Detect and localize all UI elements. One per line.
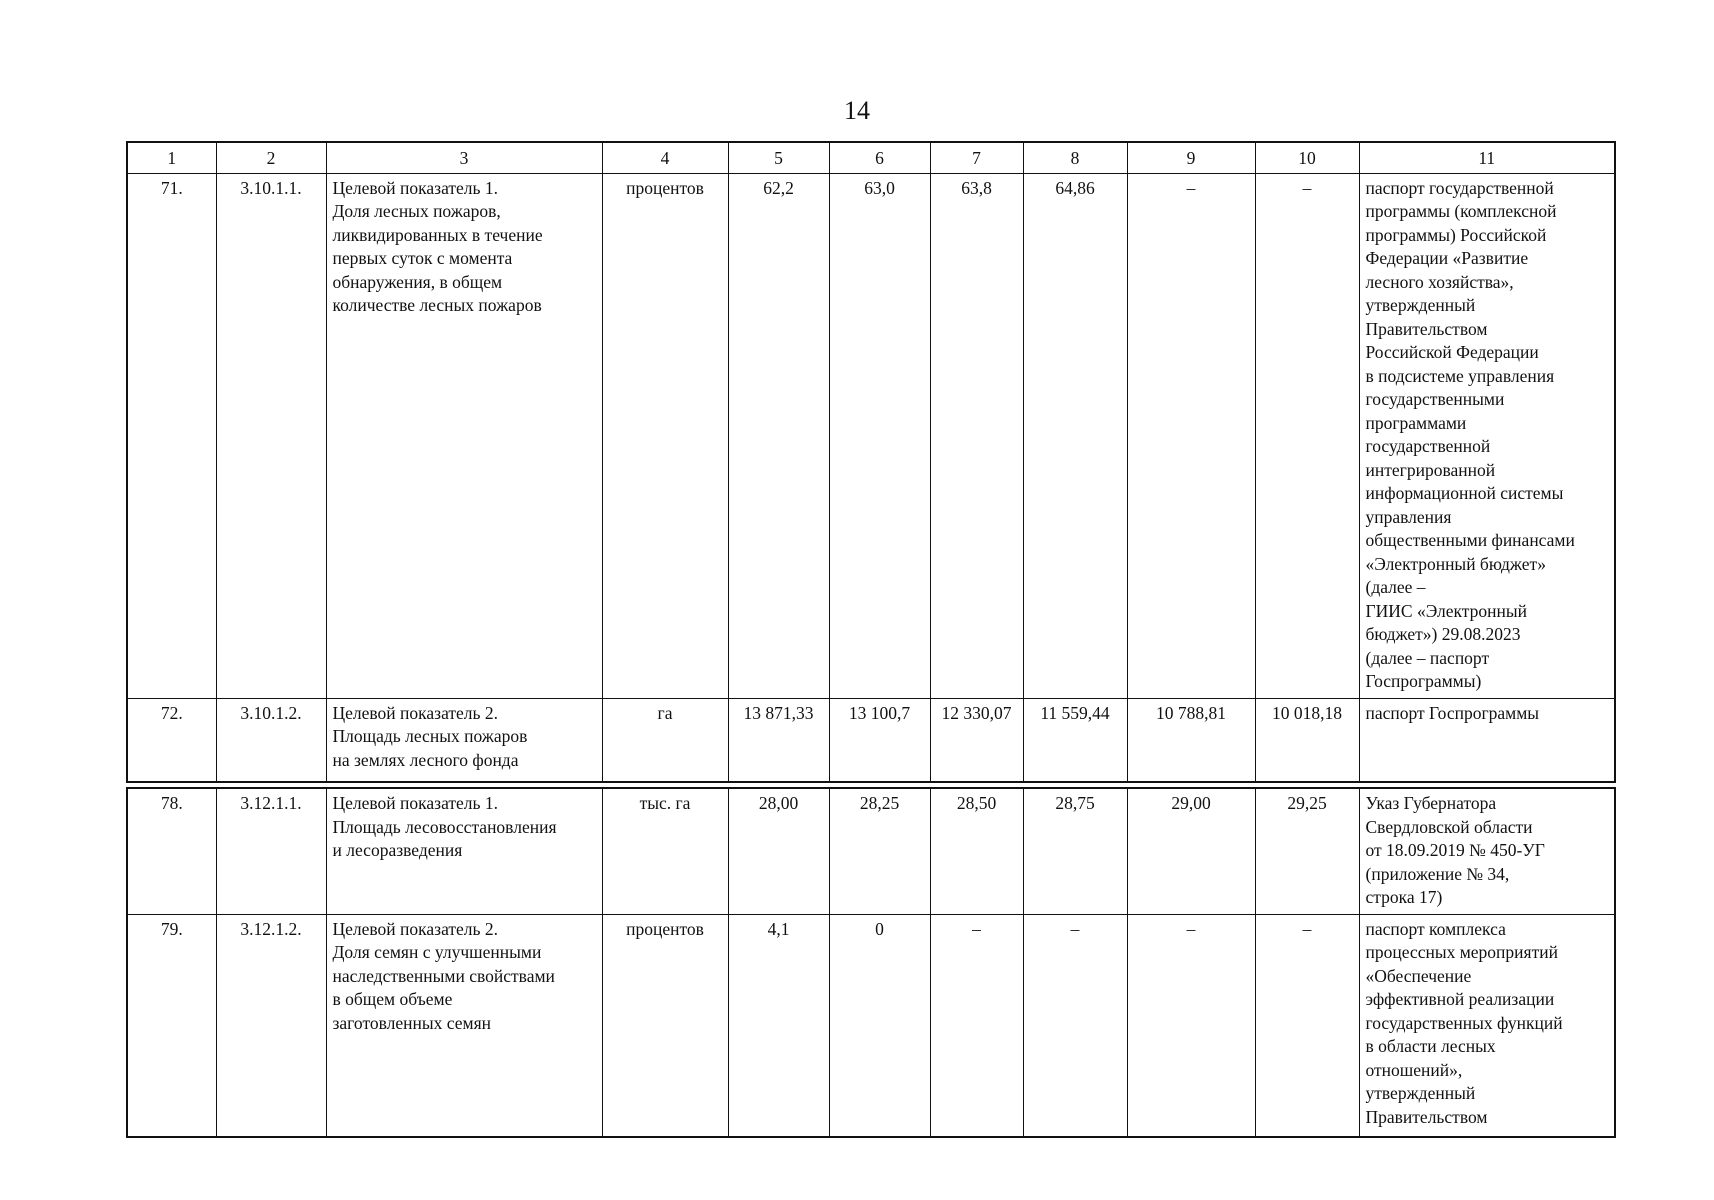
- source-document-line: интегрированной: [1365, 459, 1496, 480]
- source-document-line: паспорт Госпрограммы: [1365, 702, 1540, 723]
- indicator-name-line: Площадь лесных пожаров: [332, 726, 528, 746]
- value-col-5-cell: 13 871,33: [728, 698, 829, 782]
- indicator-name-line: Площадь лесовосстановления: [332, 816, 557, 837]
- source-document-line: Федерации «Развитие: [1365, 248, 1529, 268]
- row-number-cell: 78.: [127, 788, 216, 914]
- source-document-line: (далее –: [1365, 577, 1426, 597]
- source-document-line: управления: [1365, 506, 1452, 527]
- indicator-name-cell: [326, 914, 602, 1137]
- indicator-name-line: Доля семян с улучшенными: [332, 942, 542, 962]
- source-document-line: программы (комплексной: [1365, 201, 1557, 221]
- source-document-line: государственной: [1365, 436, 1491, 456]
- table-row: [127, 788, 1615, 914]
- indicator-name-line: Целевой показатель 2.: [332, 918, 499, 939]
- source-document-line: утвержденный: [1365, 295, 1476, 315]
- source-document-line: Российской Федерации: [1365, 342, 1539, 362]
- indicator-name-line: первых суток с момента: [332, 248, 513, 268]
- source-document-line: бюджет») 29.08.2023: [1365, 624, 1521, 644]
- unit-cell: процентов: [602, 173, 728, 698]
- source-document-line: от 18.09.2019 № 450-УГ: [1365, 840, 1545, 860]
- indicator-name-line: количестве лесных пожаров: [332, 295, 542, 315]
- source-document-line: программами: [1365, 412, 1467, 433]
- source-document-line: утвержденный: [1365, 1083, 1476, 1103]
- value-col-10-cell: 29,25: [1255, 788, 1359, 914]
- indicator-name-line: ликвидированных в течение: [332, 224, 543, 245]
- source-document-line: паспорт государственной: [1365, 177, 1554, 198]
- indicator-name-cell: [326, 788, 602, 914]
- header-col-4: 4: [602, 142, 728, 173]
- table-row: [127, 698, 1615, 782]
- value-col-8-cell: –: [1023, 914, 1127, 1137]
- source-document-line: Свердловской области: [1365, 816, 1533, 837]
- header-col-5: 5: [728, 142, 829, 173]
- value-col-8-cell: 28,75: [1023, 788, 1127, 914]
- source-document-line: отношений»,: [1365, 1059, 1463, 1080]
- source-document-cell: [1359, 698, 1615, 782]
- unit-cell: процентов: [602, 914, 728, 1137]
- value-col-6-cell: 63,0: [829, 173, 930, 698]
- source-document-line: (приложение № 34,: [1365, 863, 1510, 884]
- indicators-table-top: [126, 141, 1616, 783]
- value-col-10-cell: 10 018,18: [1255, 698, 1359, 782]
- value-col-9-cell: 29,00: [1127, 788, 1255, 914]
- value-col-7-cell: –: [930, 914, 1023, 1137]
- indicator-name-cell: [326, 173, 602, 698]
- row-number-cell: 72.: [127, 698, 216, 782]
- source-document-line: эффективной реализации: [1365, 989, 1555, 1009]
- header-col-10: 10: [1255, 142, 1359, 173]
- source-document-line: в области лесных: [1365, 1036, 1496, 1056]
- value-col-8-cell: 11 559,44: [1023, 698, 1127, 782]
- value-col-6-cell: 28,25: [829, 788, 930, 914]
- indicator-name-line: Целевой показатель 1.: [332, 177, 499, 198]
- source-document-cell: [1359, 788, 1615, 914]
- source-document-cell: [1359, 914, 1615, 1137]
- source-document-line: информационной системы: [1365, 483, 1564, 503]
- source-document-line: лесного хозяйства»,: [1365, 271, 1514, 292]
- indicator-name-line: обнаружения, в общем: [332, 271, 503, 292]
- source-document-line: Правительством: [1365, 318, 1488, 339]
- header-col-8: 8: [1023, 142, 1127, 173]
- source-document-cell: [1359, 173, 1615, 698]
- source-document-line: программы) Российской: [1365, 224, 1547, 245]
- header-col-11: 11: [1359, 142, 1615, 173]
- header-col-1: 1: [127, 142, 216, 173]
- source-document-line: ГИИС «Электронный: [1365, 600, 1527, 621]
- header-col-3: 3: [326, 142, 602, 173]
- source-document-line: процессных мероприятий: [1365, 942, 1558, 962]
- row-number-cell: 79.: [127, 914, 216, 1137]
- indicator-name-line: Доля лесных пожаров,: [332, 201, 501, 221]
- header-col-2: 2: [216, 142, 326, 173]
- source-document-line: Правительством: [1365, 1106, 1488, 1127]
- table-row: [127, 173, 1615, 698]
- source-document-line: государственных функций: [1365, 1012, 1563, 1033]
- source-document-line: (далее – паспорт: [1365, 647, 1490, 668]
- value-col-6-cell: 13 100,7: [829, 698, 930, 782]
- indicators-table-bottom: [126, 787, 1616, 1138]
- unit-cell: тыс. га: [602, 788, 728, 914]
- value-col-5-cell: 62,2: [728, 173, 829, 698]
- unit-cell: га: [602, 698, 728, 782]
- value-col-9-cell: 10 788,81: [1127, 698, 1255, 782]
- header-col-6: 6: [829, 142, 930, 173]
- header-col-9: 9: [1127, 142, 1255, 173]
- indicator-code-cell: 3.10.1.1.: [216, 173, 326, 698]
- indicator-code-cell: 3.10.1.2.: [216, 698, 326, 782]
- value-col-5-cell: 4,1: [728, 914, 829, 1137]
- source-document-line: общественными финансами: [1365, 530, 1575, 550]
- value-col-7-cell: 12 330,07: [930, 698, 1023, 782]
- value-col-7-cell: 28,50: [930, 788, 1023, 914]
- source-document-line: «Обеспечение: [1365, 965, 1472, 986]
- row-number-cell: 71.: [127, 173, 216, 698]
- source-document-line: в подсистеме управления: [1365, 365, 1555, 386]
- source-document-line: паспорт комплекса: [1365, 918, 1506, 939]
- source-document-line: Госпрограммы): [1365, 671, 1482, 691]
- page-number: 14: [844, 96, 870, 125]
- value-col-9-cell: –: [1127, 914, 1255, 1137]
- indicator-name-line: и лесоразведения: [332, 840, 463, 860]
- header-row: [127, 142, 1615, 173]
- value-col-10-cell: –: [1255, 173, 1359, 698]
- header-col-7: 7: [930, 142, 1023, 173]
- indicator-name-cell: [326, 698, 602, 782]
- source-document-line: государственными: [1365, 389, 1505, 409]
- indicator-name-line: Целевой показатель 2.: [332, 702, 499, 723]
- source-document-line: строка 17): [1365, 887, 1443, 907]
- indicator-code-cell: 3.12.1.2.: [216, 914, 326, 1137]
- indicator-code-cell: 3.12.1.1.: [216, 788, 326, 914]
- source-document-line: Указ Губернатора: [1365, 793, 1497, 813]
- indicator-name-line: в общем объеме: [332, 989, 453, 1009]
- table-row: [127, 914, 1615, 1137]
- value-col-10-cell: –: [1255, 914, 1359, 1137]
- value-col-8-cell: 64,86: [1023, 173, 1127, 698]
- value-col-6-cell: 0: [829, 914, 930, 1137]
- value-col-5-cell: 28,00: [728, 788, 829, 914]
- value-col-7-cell: 63,8: [930, 173, 1023, 698]
- indicator-name-line: на землях лесного фонда: [332, 749, 519, 770]
- source-document-line: «Электронный бюджет»: [1365, 553, 1546, 574]
- value-col-9-cell: –: [1127, 173, 1255, 698]
- indicator-name-line: наследственными свойствами: [332, 965, 555, 986]
- indicator-name-line: Целевой показатель 1.: [332, 793, 499, 813]
- indicator-name-line: заготовленных семян: [332, 1012, 491, 1033]
